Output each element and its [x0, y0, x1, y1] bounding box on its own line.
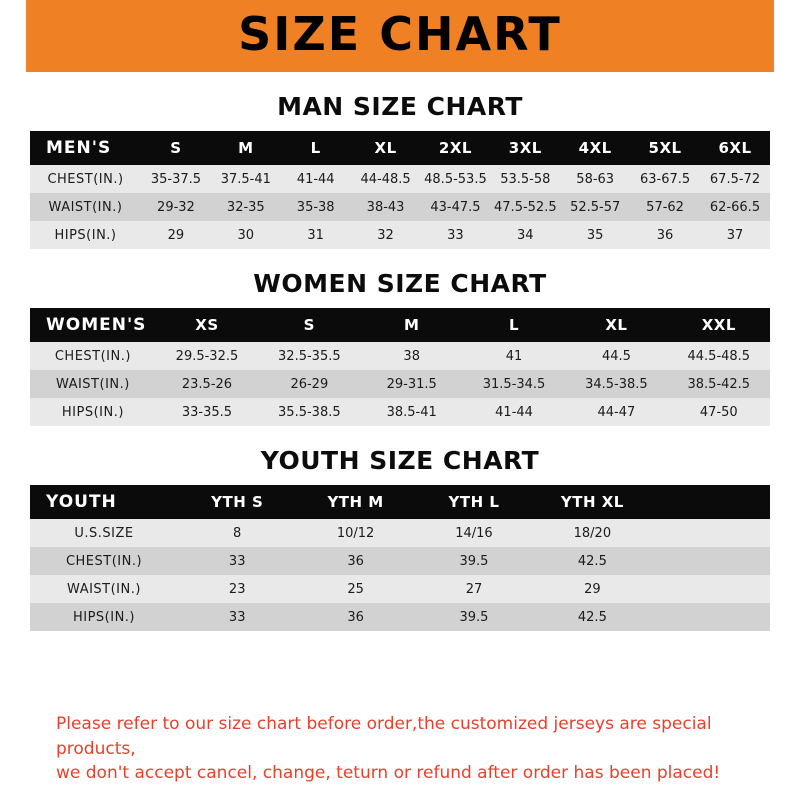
column-header: 6XL — [700, 131, 770, 165]
table-cell: 37.5-41 — [211, 165, 281, 193]
column-header: YTH S — [178, 485, 296, 519]
row-label: HIPS(IN.) — [30, 398, 156, 426]
note-line-1: Please refer to our size chart before order,the customized jerseys are special products, — [56, 714, 712, 759]
table-cell: 39.5 — [415, 603, 533, 631]
row-label: U.S.SIZE — [30, 519, 178, 547]
table-cell: 29-31.5 — [361, 370, 463, 398]
table-cell: 41 — [463, 342, 565, 370]
table-row — [30, 519, 770, 547]
table-row — [30, 575, 770, 603]
row-label: WAIST(IN.) — [30, 370, 156, 398]
table-cell: 42.5 — [533, 603, 651, 631]
table-cell: 58-63 — [560, 165, 630, 193]
column-header: 4XL — [560, 131, 630, 165]
row-label: HIPS(IN.) — [30, 603, 178, 631]
column-header: 2XL — [421, 131, 491, 165]
table-cell: 30 — [211, 221, 281, 249]
table-cell: 29 — [533, 575, 651, 603]
table-cell: 38-43 — [351, 193, 421, 221]
column-header-rowlabel: MEN'S — [30, 131, 141, 165]
table-cell: 33-35.5 — [156, 398, 258, 426]
section-women — [30, 263, 770, 426]
table-row — [30, 165, 770, 193]
column-header: S — [141, 131, 211, 165]
table-cell-spacer — [652, 603, 770, 631]
table-header-row — [30, 308, 770, 342]
women-size-table — [30, 308, 770, 426]
column-header: YTH XL — [533, 485, 651, 519]
table-cell: 41-44 — [463, 398, 565, 426]
column-header: 3XL — [490, 131, 560, 165]
column-header: L — [281, 131, 351, 165]
column-header: YTH L — [415, 485, 533, 519]
table-cell: 33 — [178, 603, 296, 631]
table-cell: 36 — [296, 603, 414, 631]
table-cell: 42.5 — [533, 547, 651, 575]
table-cell: 29 — [141, 221, 211, 249]
table-cell: 43-47.5 — [421, 193, 491, 221]
table-cell: 8 — [178, 519, 296, 547]
table-cell: 10/12 — [296, 519, 414, 547]
table-row — [30, 603, 770, 631]
table-cell: 53.5-58 — [490, 165, 560, 193]
column-header: YTH M — [296, 485, 414, 519]
row-label: HIPS(IN.) — [30, 221, 141, 249]
table-cell: 32.5-35.5 — [258, 342, 360, 370]
table-cell-spacer — [652, 519, 770, 547]
column-header: XS — [156, 308, 258, 342]
page-header — [0, 0, 800, 72]
table-cell-spacer — [652, 547, 770, 575]
table-cell: 47.5-52.5 — [490, 193, 560, 221]
row-label: CHEST(IN.) — [30, 547, 178, 575]
table-cell: 35 — [560, 221, 630, 249]
column-header: L — [463, 308, 565, 342]
table-cell: 44.5 — [565, 342, 667, 370]
table-cell: 38.5-42.5 — [668, 370, 770, 398]
table-cell: 29.5-32.5 — [156, 342, 258, 370]
table-cell: 57-62 — [630, 193, 700, 221]
table-cell: 34.5-38.5 — [565, 370, 667, 398]
table-cell: 31 — [281, 221, 351, 249]
note-line-2: we don't accept cancel, change, teturn or refund after order has been placed! — [56, 763, 721, 784]
table-cell: 38.5-41 — [361, 398, 463, 426]
table-cell: 25 — [296, 575, 414, 603]
table-row — [30, 398, 770, 426]
table-cell: 67.5-72 — [700, 165, 770, 193]
column-header-rowlabel: YOUTH — [30, 485, 178, 519]
column-header: M — [211, 131, 281, 165]
table-cell: 26-29 — [258, 370, 360, 398]
table-row — [30, 193, 770, 221]
chart-content — [0, 72, 800, 800]
section-title-man: MAN SIZE CHART — [277, 92, 523, 121]
table-cell: 48.5-53.5 — [421, 165, 491, 193]
table-cell: 36 — [630, 221, 700, 249]
row-label: WAIST(IN.) — [30, 193, 141, 221]
table-cell: 32 — [351, 221, 421, 249]
table-cell: 47-50 — [668, 398, 770, 426]
table-cell: 18/20 — [533, 519, 651, 547]
table-cell: 44-48.5 — [351, 165, 421, 193]
table-cell: 34 — [490, 221, 560, 249]
column-header: XL — [565, 308, 667, 342]
table-header-row — [30, 131, 770, 165]
table-cell: 35-38 — [281, 193, 351, 221]
order-policy-note — [30, 700, 770, 800]
table-cell: 35-37.5 — [141, 165, 211, 193]
row-label: CHEST(IN.) — [30, 342, 156, 370]
table-row — [30, 221, 770, 249]
man-size-table — [30, 131, 770, 249]
column-header-spacer — [652, 485, 770, 519]
table-cell: 63-67.5 — [630, 165, 700, 193]
table-cell: 14/16 — [415, 519, 533, 547]
youth-size-table — [30, 485, 770, 631]
table-cell: 37 — [700, 221, 770, 249]
table-cell: 27 — [415, 575, 533, 603]
section-youth — [30, 440, 770, 631]
table-cell: 33 — [421, 221, 491, 249]
page-title: SIZE CHART — [238, 7, 562, 61]
table-cell: 36 — [296, 547, 414, 575]
table-row — [30, 547, 770, 575]
table-cell: 32-35 — [211, 193, 281, 221]
column-header-rowlabel: WOMEN'S — [30, 308, 156, 342]
table-header-row — [30, 485, 770, 519]
table-cell: 39.5 — [415, 547, 533, 575]
table-cell: 31.5-34.5 — [463, 370, 565, 398]
table-cell: 44.5-48.5 — [668, 342, 770, 370]
section-title-women: WOMEN SIZE CHART — [253, 269, 547, 298]
table-cell: 52.5-57 — [560, 193, 630, 221]
table-cell: 23.5-26 — [156, 370, 258, 398]
column-header: S — [258, 308, 360, 342]
section-man — [30, 86, 770, 249]
section-title-youth: YOUTH SIZE CHART — [260, 446, 540, 475]
row-label: WAIST(IN.) — [30, 575, 178, 603]
table-cell: 35.5-38.5 — [258, 398, 360, 426]
table-cell: 62-66.5 — [700, 193, 770, 221]
table-cell: 44-47 — [565, 398, 667, 426]
column-header: XXL — [668, 308, 770, 342]
table-row — [30, 370, 770, 398]
table-cell: 41-44 — [281, 165, 351, 193]
table-cell: 23 — [178, 575, 296, 603]
row-label: CHEST(IN.) — [30, 165, 141, 193]
table-cell: 33 — [178, 547, 296, 575]
table-cell: 38 — [361, 342, 463, 370]
column-header: M — [361, 308, 463, 342]
table-row — [30, 342, 770, 370]
column-header: 5XL — [630, 131, 700, 165]
column-header: XL — [351, 131, 421, 165]
table-cell-spacer — [652, 575, 770, 603]
table-cell: 29-32 — [141, 193, 211, 221]
